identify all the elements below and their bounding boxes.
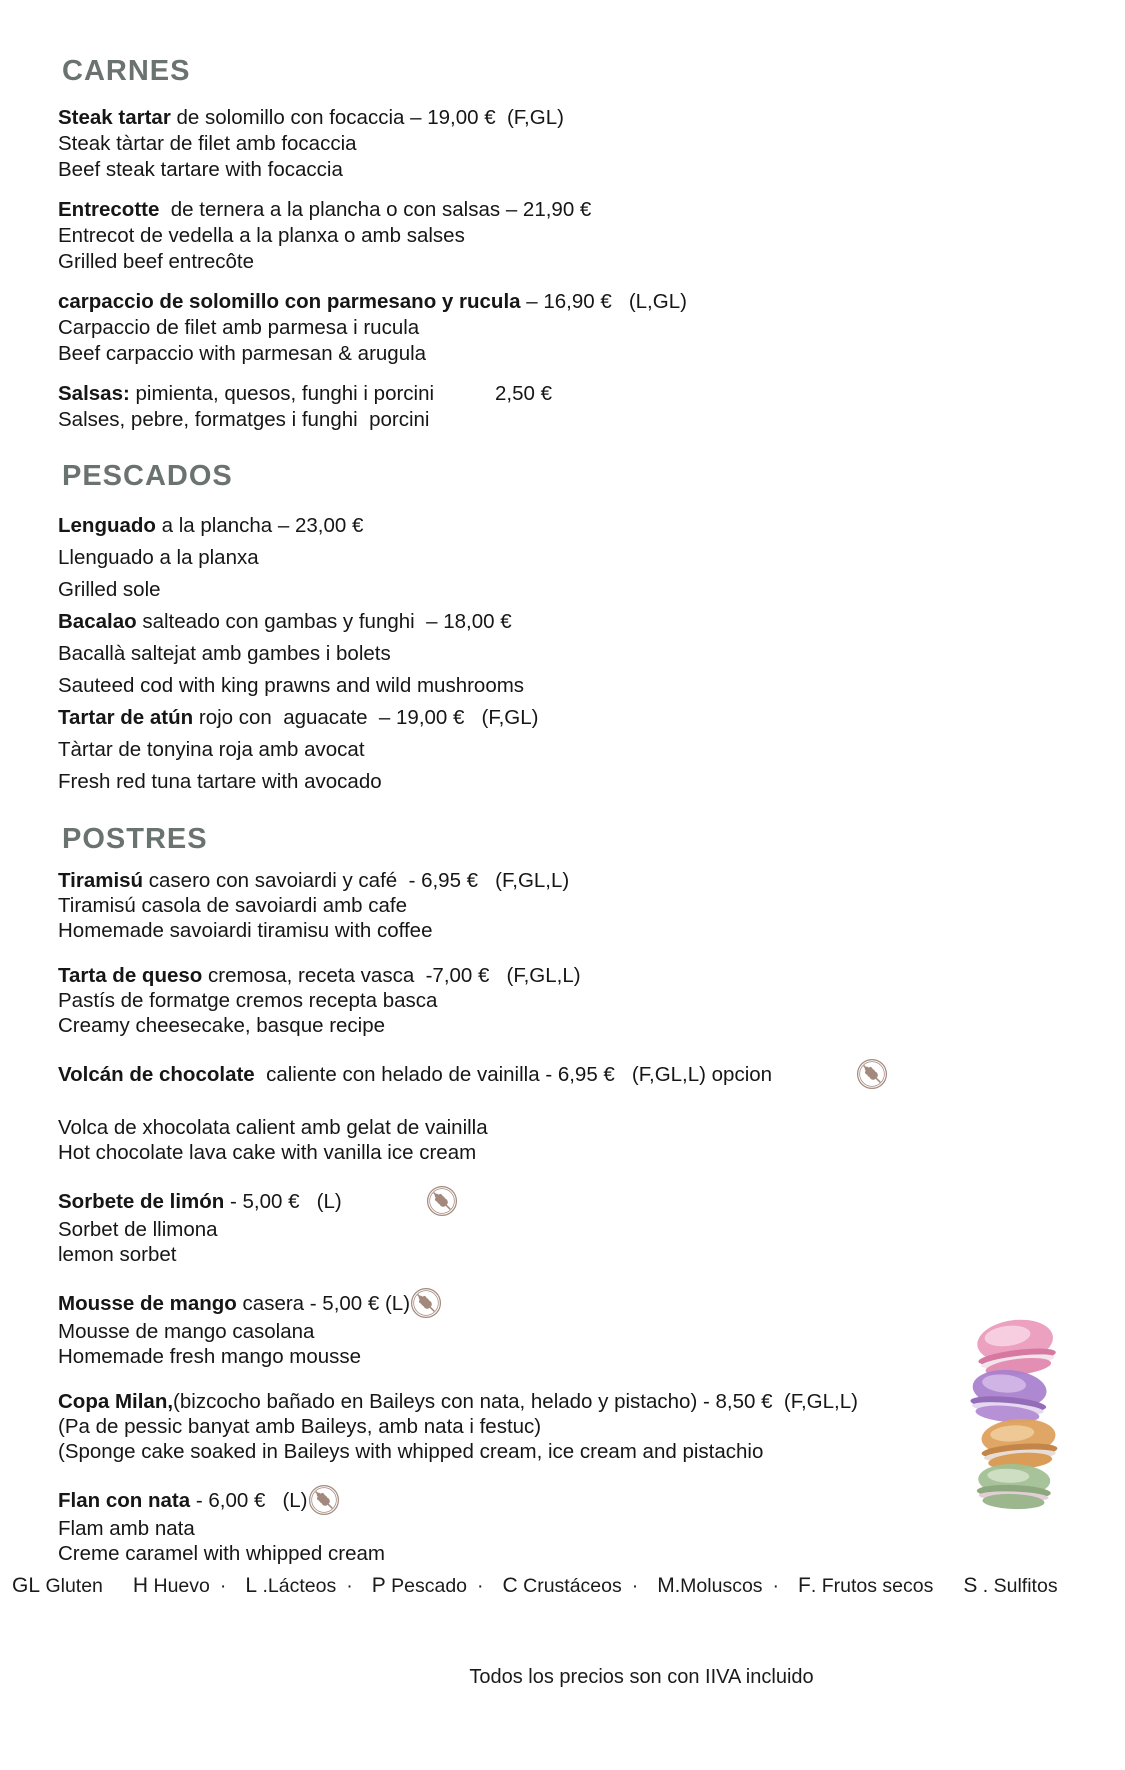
gluten-free-icon — [426, 1185, 458, 1217]
item-translation: lemon sorbet — [58, 1243, 177, 1266]
item-translation: Homemade fresh mango mousse — [58, 1345, 362, 1368]
section-title: CARNES — [62, 55, 191, 87]
item-translation: Flam amb nata — [58, 1517, 195, 1540]
item-translation: Beef steak tartare with focaccia — [58, 158, 343, 181]
item-title-line — [58, 289, 1078, 315]
item-translation: Volca de xhocolata calient amb gelat de vainilla — [58, 1116, 488, 1139]
allergen-label: Gluten — [45, 1575, 103, 1597]
menu-item — [58, 1389, 1078, 1464]
item-description-price: – 16,90 € (L,GL) — [520, 290, 687, 313]
menu-item — [58, 963, 1078, 1038]
menu-item — [58, 510, 1078, 606]
legend-separator: · — [772, 1575, 780, 1597]
item-title-line — [58, 1287, 1078, 1319]
allergen-code: F — [798, 1574, 811, 1597]
menu-section-postres — [58, 822, 1078, 1566]
item-title-line — [58, 1484, 1078, 1516]
item-description-price: - 6,00 € (L) — [190, 1489, 308, 1512]
item-name: Tartar de atún — [58, 706, 194, 729]
item-name: Bacalao — [58, 610, 137, 633]
item-title-line — [58, 1389, 1078, 1414]
allergen-label: Crustáceos — [523, 1575, 622, 1597]
item-description-price: caliente con helado de vainilla - 6,95 € (F,GL,L) opcion — [254, 1063, 773, 1086]
menu-item — [58, 1484, 1078, 1566]
item-title-line — [58, 381, 1078, 407]
item-translation: Grilled beef entrecôte — [58, 250, 255, 273]
allergen-code: H — [132, 1574, 149, 1597]
legend-entry — [798, 1574, 933, 1598]
menu-sections — [58, 54, 1078, 1586]
legend-separator: · — [477, 1575, 484, 1597]
item-name: Flan con nata — [58, 1489, 191, 1512]
item-translation: Salses, pebre, formatges i funghi porcini — [58, 408, 430, 431]
section-title: POSTRES — [62, 823, 208, 855]
footer-note: Todos los precios son con IIVA incluido — [469, 1666, 814, 1688]
macaron-pink — [974, 1318, 1058, 1380]
menu-item — [58, 606, 1078, 702]
item-translation: Homemade savoiardi tiramisu with coffee — [58, 919, 433, 942]
item-translation: Sauteed cod with king prawns and wild mushrooms — [58, 674, 525, 697]
menu-item — [58, 1185, 1078, 1267]
item-description-price: de solomillo con focaccia – 19,00 € (F,GL) — [170, 106, 564, 129]
legend-joiner: . — [674, 1575, 681, 1597]
allergen-code: M — [657, 1574, 675, 1597]
gluten-free-icon — [308, 1484, 340, 1516]
item-translation: Beef carpaccio with parmesan & arugula — [58, 342, 427, 365]
gluten-free-icon — [410, 1287, 442, 1319]
legend-separator: · — [219, 1575, 227, 1597]
legend-joiner: . — [977, 1575, 994, 1597]
legend-joiner: . — [810, 1575, 822, 1597]
allergen-label: Huevo — [153, 1575, 210, 1597]
macaron-orange — [979, 1416, 1058, 1471]
menu-item — [58, 1058, 1078, 1165]
item-title-line — [58, 105, 1078, 131]
allergen-label: Sulfitos — [993, 1575, 1058, 1597]
allergen-label: Frutos secos — [821, 1575, 934, 1597]
item-translation: Pastís de formatge cremos recepta basca — [58, 989, 438, 1012]
item-title-line — [58, 963, 1078, 988]
menu-section-pescados — [58, 459, 1078, 798]
menu-item — [58, 105, 1078, 183]
item-translation: Sorbet de llimona — [58, 1218, 218, 1241]
legend-entry — [12, 1574, 103, 1598]
item-description-price: casera - 5,00 € (L) — [236, 1292, 411, 1315]
item-name: Volcán de chocolate — [58, 1063, 255, 1086]
macaron-green — [976, 1463, 1052, 1510]
allergen-legend — [12, 1574, 1112, 1598]
menu-item — [58, 868, 1078, 943]
gluten-free-icon — [856, 1058, 888, 1090]
item-translation: Llenguado a la planxa — [58, 546, 259, 569]
item-title-line — [58, 702, 1078, 734]
item-translation: (Pa de pessic banyat amb Baileys, amb nata i festuc) — [58, 1415, 542, 1438]
item-translation: Bacallà saltejat amb gambes i bolets — [58, 642, 391, 665]
menu-item — [58, 702, 1078, 798]
legend-separator: · — [346, 1575, 353, 1597]
item-title-line — [58, 1185, 1078, 1217]
allergen-code: S — [963, 1574, 978, 1597]
menu-item — [58, 381, 1078, 433]
item-description-price: rojo con aguacate – 19,00 € (F,GL) — [193, 706, 539, 729]
item-translation: Tiramisú casola de savoiardi amb cafe — [58, 894, 408, 917]
item-description-price: (bizcocho bañado en Baileys con nata, helado y pistacho) - 8,50 € (F,GL,L) — [173, 1390, 858, 1413]
item-translation: Fresh red tuna tartare with avocado — [58, 770, 382, 793]
item-name: Mousse de mango — [58, 1292, 237, 1315]
macarons-illustration — [962, 1318, 1062, 1510]
item-title-line — [58, 197, 1078, 223]
item-title-line — [58, 606, 1078, 638]
legend-entry — [133, 1574, 210, 1598]
legend-entry — [245, 1574, 336, 1598]
item-translation: Grilled sole — [58, 578, 161, 601]
menu-item — [58, 197, 1078, 275]
item-translation: Tàrtar de tonyina roja amb avocat — [58, 738, 365, 761]
allergen-label: Pescado — [391, 1575, 468, 1597]
item-translation: (Sponge cake soaked in Baileys with whipped cream, ice cream and pistachio — [58, 1440, 764, 1463]
item-name: carpaccio de solomillo con parmesano y rucula — [58, 290, 521, 313]
item-price: 2,50 € — [495, 382, 552, 405]
item-name: Entrecotte — [58, 198, 160, 221]
menu-section-carnes — [58, 54, 1078, 433]
legend-joiner: . — [257, 1575, 268, 1597]
item-description-price: pimienta, quesos, funghi i porcini — [129, 382, 435, 405]
section-title: PESCADOS — [62, 460, 233, 492]
item-description-price: de ternera a la plancha o con salsas – 21,90 € — [159, 198, 592, 221]
item-name: Tarta de queso — [58, 964, 203, 987]
legend-entry — [372, 1574, 467, 1598]
spacer — [58, 1090, 1078, 1115]
legend-separator: · — [631, 1575, 639, 1597]
item-title-line — [58, 510, 1078, 542]
allergen-label: Lácteos — [267, 1575, 337, 1597]
legend-entry — [657, 1574, 762, 1598]
allergen-label: Moluscos — [680, 1575, 763, 1597]
menu-item — [58, 289, 1078, 367]
item-name: Copa Milan, — [58, 1390, 174, 1413]
item-name: Tiramisú — [58, 869, 144, 892]
item-translation: Mousse de mango casolana — [58, 1320, 315, 1343]
item-translation: Steak tàrtar de filet amb focaccia — [58, 132, 357, 155]
allergen-code: C — [502, 1574, 518, 1597]
item-translation: Hot chocolate lava cake with vanilla ice cream — [58, 1141, 477, 1164]
item-title-line — [58, 868, 1078, 893]
item-name: Sorbete de limón — [58, 1190, 225, 1213]
item-translation: Creme caramel with whipped cream — [58, 1542, 385, 1565]
item-description-price: cremosa, receta vasca -7,00 € (F,GL,L) — [202, 964, 581, 987]
item-name: Lenguado — [58, 514, 156, 537]
item-description-price: salteado con gambas y funghi – 18,00 € — [136, 610, 512, 633]
macaron-purple — [969, 1367, 1049, 1425]
legend-entry — [503, 1574, 622, 1598]
item-name: Salsas: — [58, 382, 130, 405]
legend-entry — [963, 1574, 1057, 1598]
allergen-code: L — [245, 1574, 258, 1597]
allergen-code: GL — [12, 1574, 41, 1597]
item-description-price: a la plancha – 23,00 € — [155, 514, 364, 537]
item-translation: Entrecot de vedella a la planxa o amb salses — [58, 224, 465, 247]
item-translation: Carpaccio de filet amb parmesa i rucula — [58, 316, 420, 339]
allergen-code: P — [371, 1574, 386, 1597]
item-translation: Creamy cheesecake, basque recipe — [58, 1014, 386, 1037]
item-description-price: casero con savoiardi y café - 6,95 € (F,GL,L) — [143, 869, 570, 892]
menu-item — [58, 1287, 1078, 1369]
item-description-price: - 5,00 € (L) — [224, 1190, 342, 1213]
item-name: Steak tartar — [58, 106, 171, 129]
item-title-line — [58, 1058, 1078, 1090]
